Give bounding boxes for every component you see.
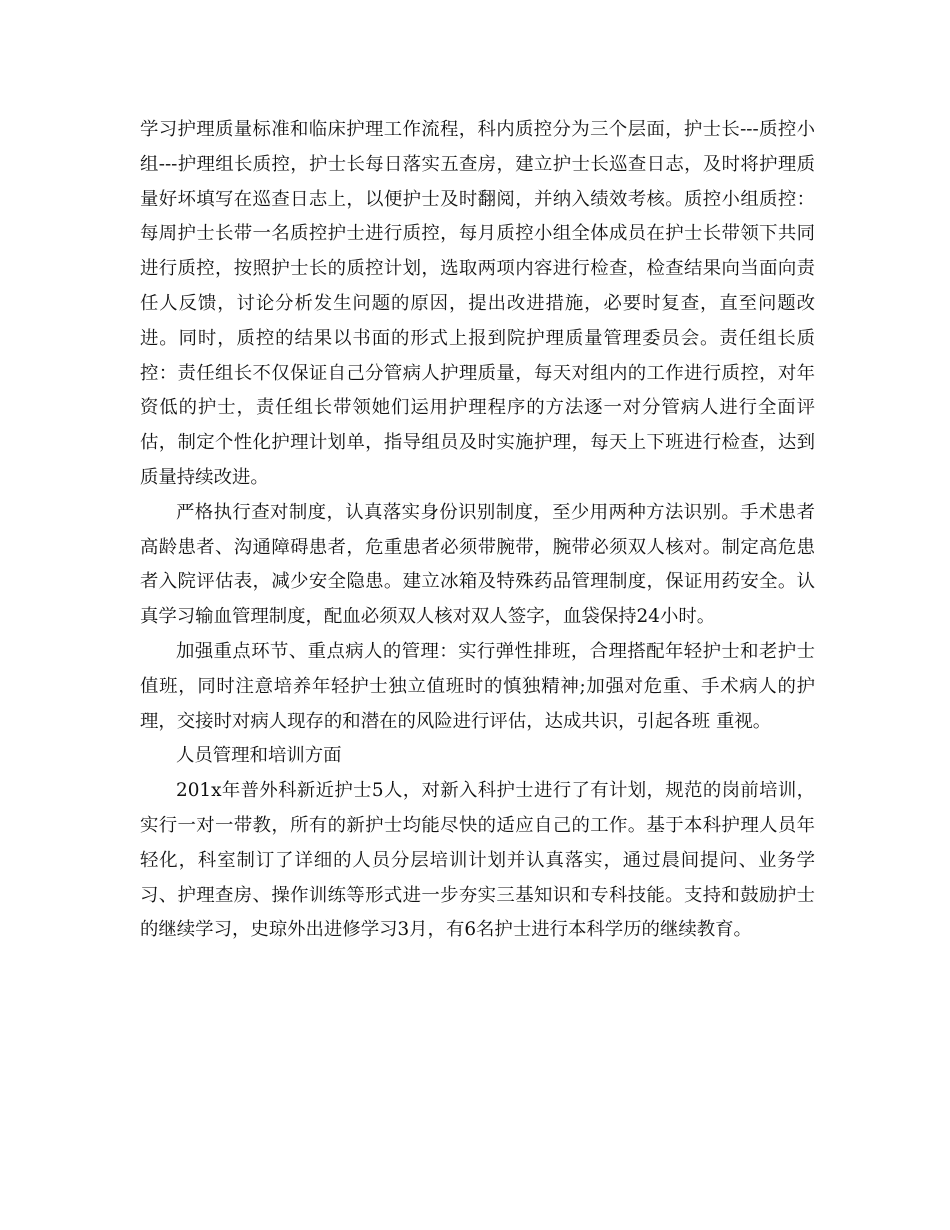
paragraph-verification-system: 严格执行查对制度，认真落实身份识别制度，至少用两种方法识别。手术患者高龄患者、沟通障碍患者，危重患者必须带腕带，腕带必须双人核对。制定高危患者入院评估表，减少安全隐患。建立冰箱及特殊药品管理制度，保证用药安全。认真学习输血管理制度，配血必须双人核对双人签字，血袋保持24小时。 — [140, 501, 815, 628]
paragraph-key-patients: 加强重点环节、重点病人的管理：实行弹性排班，合理搭配年轻护士和老护士值班，同时注意培养年轻护士独立值班时的慎独精神;加强对危重、手术病人的护理，交接时对病人现存的和潜在的风险进行评估，达成共识，引起各班 重视。 — [140, 640, 815, 732]
document-body — [140, 113, 815, 948]
paragraph-staff-training: 201x年普外科新近护士5人，对新入科护士进行了有计划，规范的岗前培训，实行一对一带教，所有的新护士均能尽快的适应自己的工作。基于本科护理人员年轻化，科室制订了详细的人员分层培训计划并认真落实，通过晨间提问、业务学习、护理查房、操作训练等形式进一步夯实三基知识和专科技能。支持和鼓励护士的继续学习，史琼外出进修学习3月，有6名护士进行本科学历的继续教育。 — [140, 780, 815, 941]
section-heading-staff-training: 人员管理和培训方面 — [176, 745, 342, 767]
paragraph-quality-control: 学习护理质量标准和临床护理工作流程，科内质控分为三个层面，护士长---质控小组---护理组长质控，护士长每日落实五查房，建立护士长巡查日志，及时将护理质量好坏填写在巡查日志上，以便护士及时翻阅，并纳入绩效考核。质控小组质控：每周护士长带一名质控护士进行质控，每月质控小组全体成员在护士长带领下共同进行质控，按照护士长的质控计划，选取两项内容进行检查，检查结果向当面向责任人反馈，讨论分析发生问题的原因，提出改进措施，必要时复查，直至问题改进。同时，质控的结果以书面的形式上报到院护理质量管理委员会。责任组长质控：责任组长不仅保证自己分管病人护理质量，每天对组内的工作进行质控，对年资低的护士，责任组长带领她们运用护理程序的方法逐一对分管病人进行全面评估，制定个性化护理计划单，指导组员及时实施护理，每天上下班进行检查，达到质量持续改进。 — [140, 119, 815, 488]
